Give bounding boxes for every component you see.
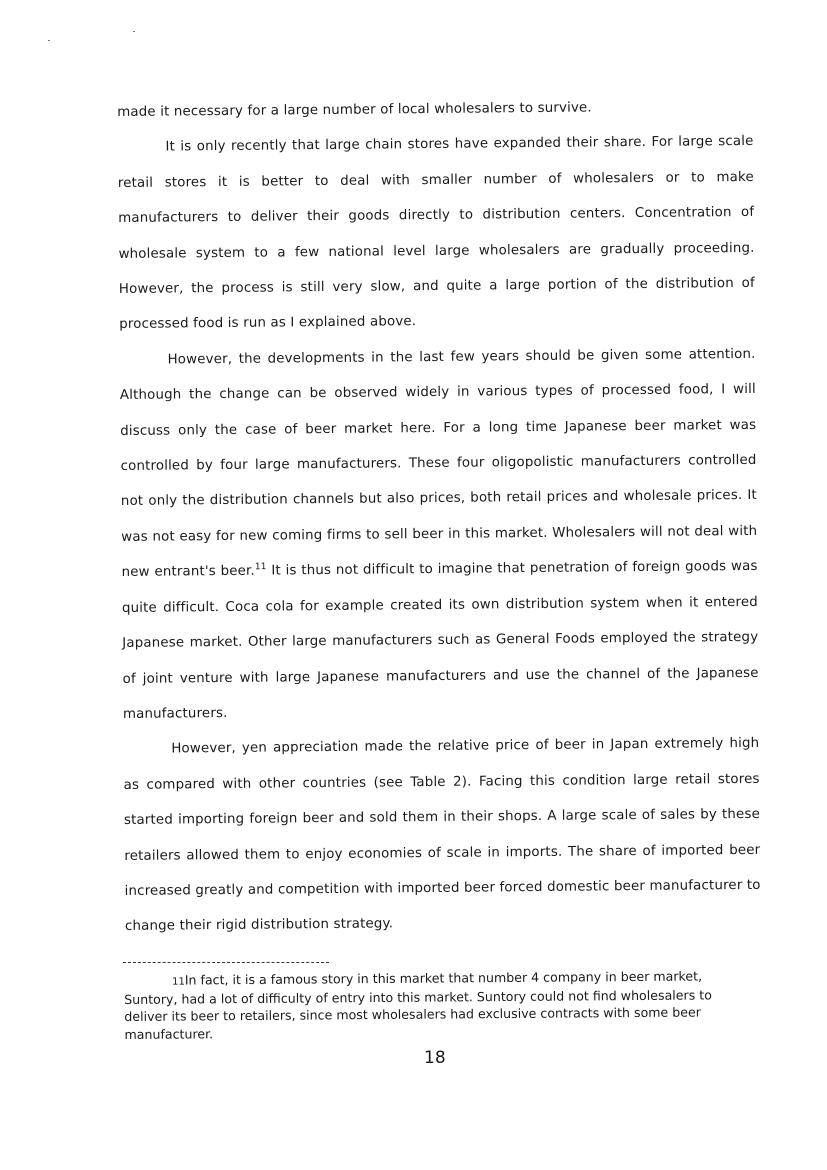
footnote-marker: 11 [172,976,185,988]
paragraph-chain-stores: It is only recently that large chain stores have expanded their share. For large scale retail stores it is better to deal with smaller number of wholesalers or to make manufacturers to deliver their goods directly to distribution centers. Concentration of wholesale system to a few national level large wholesalers are gradually proceeding. However, the process is still very slow, and quite a large portion of the distribution of processed food is run as I explained above. [117,134,755,333]
scan-speck [48,40,50,41]
footnote-text: In fact, it is a famous story in this market that number 4 company in beer market, Suntory, had a lot of difficulty of entry into this market. Suntory could not find wholesalers to deliver its beer to retailers, since most wholesalers had exclusive contracts with some beer manufacturer. [124,968,712,1042]
paragraph-beer-market-text-cont: It is thus not difficult to imagine that penetration of foreign goods was quite difficult. Coca cola for example created its own distribution system when it entered Japanese market. Other large manufacturers such as General Foods employed the strategy of joint venture with large Japanese manufacturers and use the channel of the Japanese manufacturers. [121,559,759,722]
paragraph-continuation: made it necessary for a large number of local wholesalers to survive. [117,100,592,120]
footnote-divider [123,962,329,963]
scan-speck [133,31,135,32]
paragraph-beer-market [119,337,759,733]
page-number: 18 [424,1048,446,1068]
page-body [117,89,761,945]
footnote [124,967,731,1043]
footnote-reference: 11 [254,562,267,573]
paragraph-yen-appreciation: However, yen appreciation made the relative price of beer in Japan extremely high as compared with other countries (see Table 2). Facing this condition large retail stores started importing foreign beer and sold them in their shops. A large scale of sales by these retailers allowed them to enjoy economies of scale in imports. The share of imported beer increased greatly and competition with imported beer forced domestic beer manufacturer to change their rigid distribution strategy. [123,736,761,935]
paragraph-beer-market-text: However, the developments in the last few years should be given some attention. Although the change can be observed widely in various types of processed food, I will discuss only the case of beer market here. For a long time Japanese beer market was controlled by four large manufacturers. These four oligopolistic manufacturers controlled not only the distribution channels but also prices, both retail prices and wholesale prices. It was not easy for new coming firms to sell beer in this market. Wholesalers will not deal with new entrant's beer. [119,346,758,581]
